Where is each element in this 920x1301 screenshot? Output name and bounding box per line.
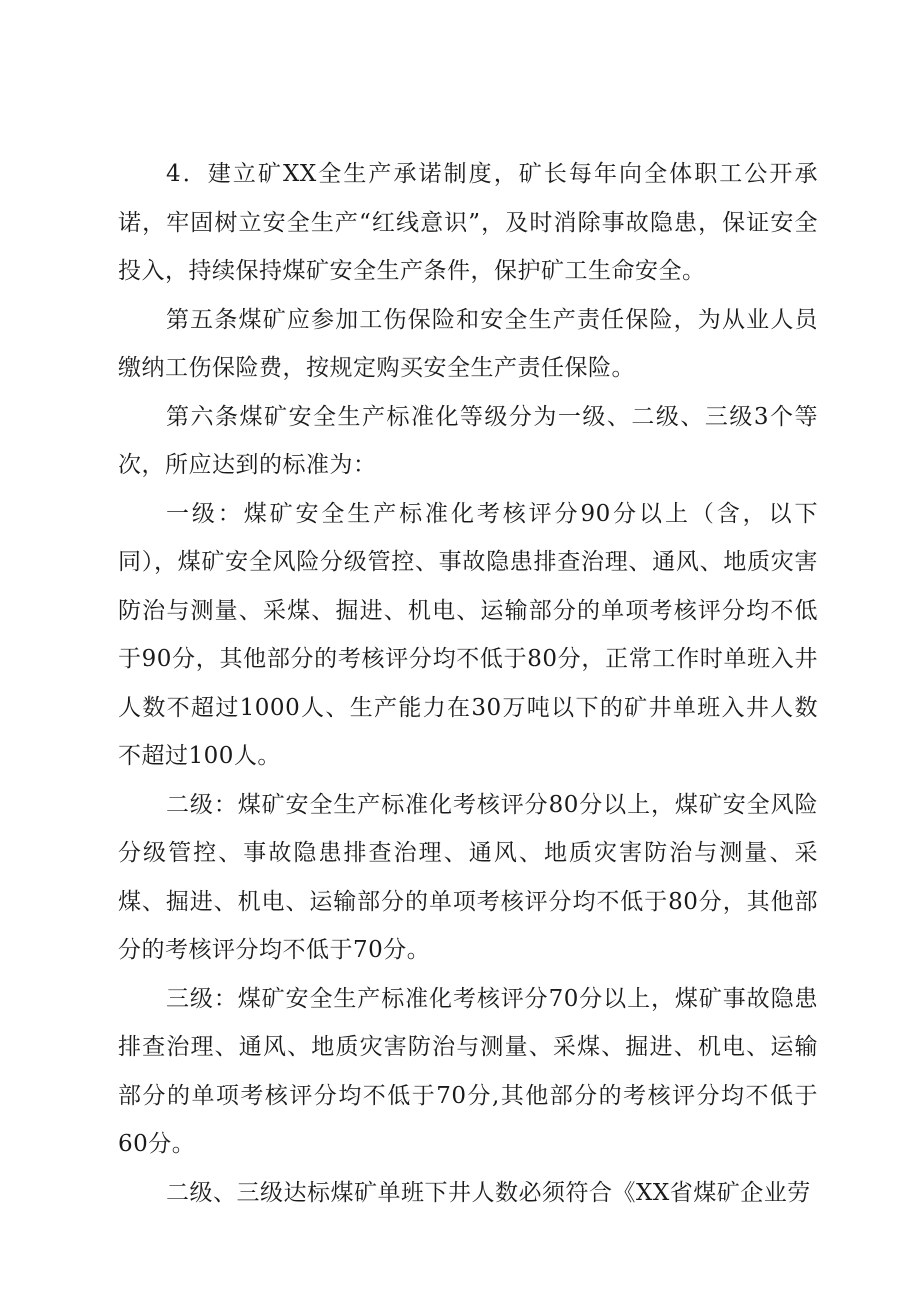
paragraph-article-5: 第五条煤矿应参加工伤保险和安全生产责任保险，为从业人员缴纳工伤保险费，按规定购买安全生产责任保险。 xyxy=(118,306,818,381)
paragraph-level-2: 二级：煤矿安全生产标准化考核评分80分以上，煤矿安全风险分级管控、事故隐患排查治理、通风、地质灾害防治与测量、采煤、掘进、机电、运输部分的单项考核评分均不低于80分，其他部分的考核评分均不低于70分。 xyxy=(118,791,818,963)
paragraph-level-1: 一级：煤矿安全生产标准化考核评分90分以上（含，以下同），煤矿安全风险分级管控、事故隐患排查治理、通风、地质灾害防治与测量、采煤、掘进、机电、运输部分的单项考核评分均不低于90分，其他部分的考核评分均不低于80分，正常工作时单班入井人数不超过1000人、生产能力在30万吨以下的矿井单班入井人数不超过100人。 xyxy=(118,500,818,769)
paragraph-staffing-requirement: 二级、三级达标煤矿单班下井人数必须符合《XX省煤矿企业劳 xyxy=(166,1179,811,1206)
paragraph-safety-commitment: 4．建立矿XX全生产承诺制度，矿长每年向全体职工公开承诺，牢固树立安全生产“红线意识”，及时消除事故隐患，保证安全投入，持续保持煤矿安全生产条件，保护矿工生命安全。 xyxy=(118,161,818,284)
paragraph-article-6: 第六条煤矿安全生产标准化等级分为一级、二级、三级3个等次，所应达到的标准为： xyxy=(118,403,818,478)
paragraph-level-3: 三级：煤矿安全生产标准化考核评分70分以上，煤矿事故隐患排查治理、通风、地质灾害防治与测量、采煤、掘进、机电、运输部分的单项考核评分均不低于70分,其他部分的考核评分均不低于60分。 xyxy=(118,985,818,1157)
document-body xyxy=(118,150,818,1217)
